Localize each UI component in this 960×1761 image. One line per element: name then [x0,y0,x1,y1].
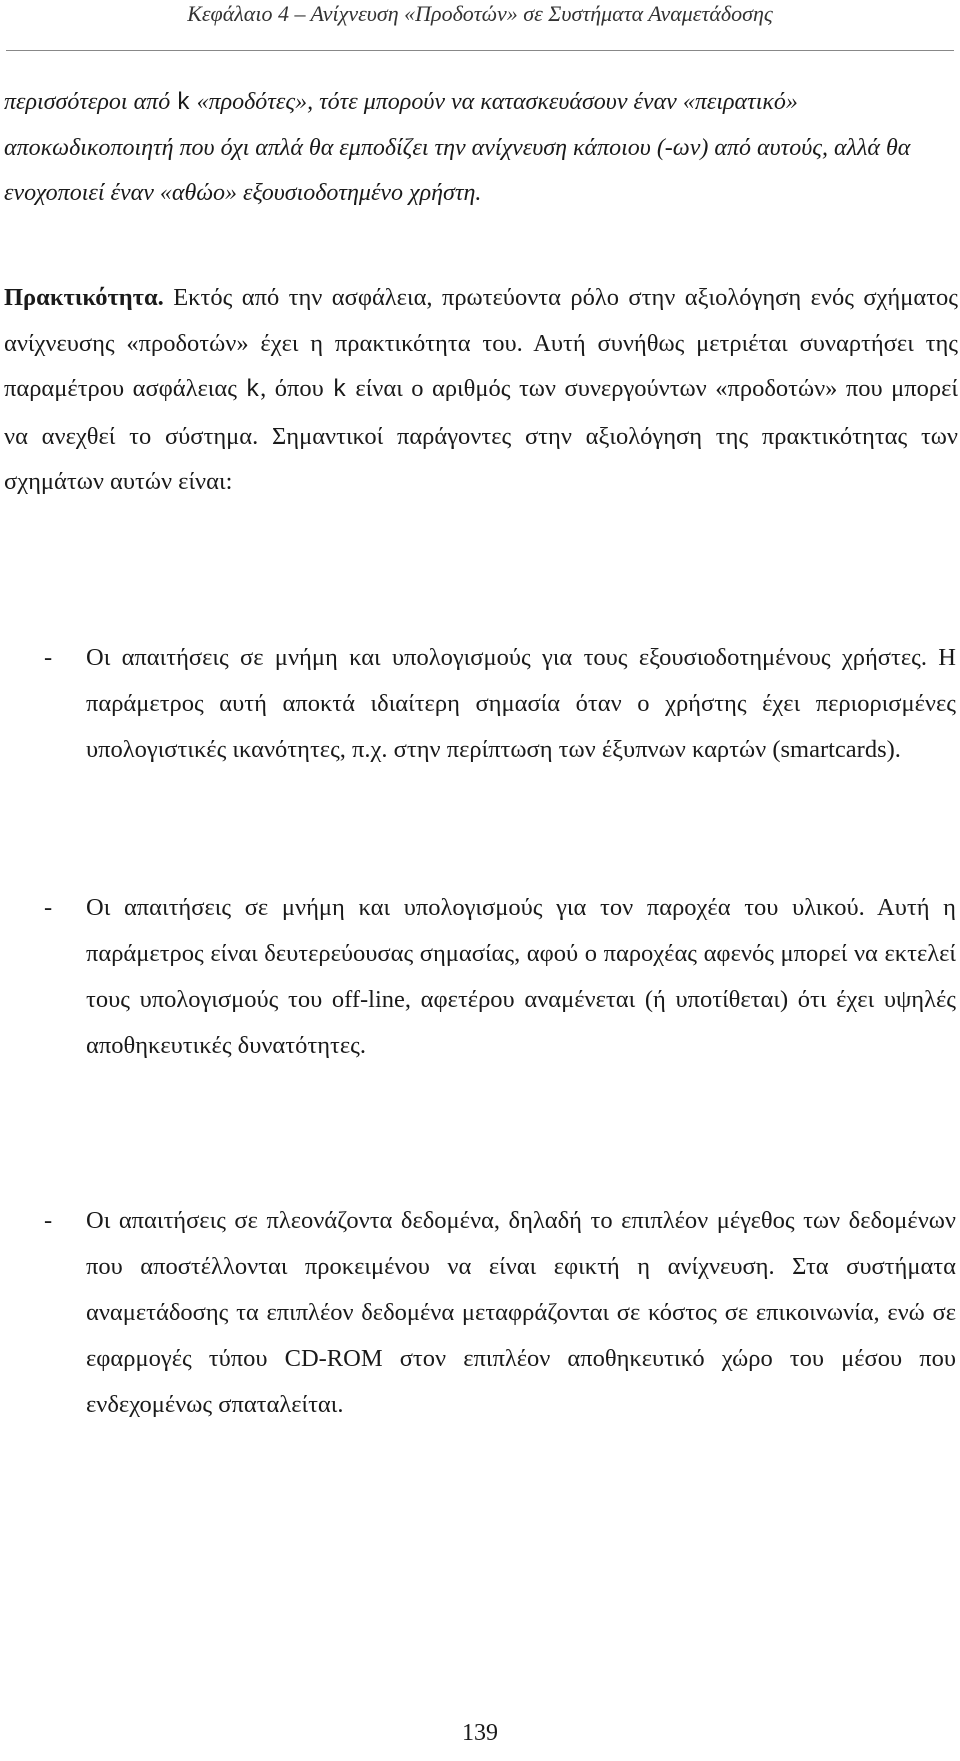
intro-paragraph [4,80,954,216]
page-number: 139 [462,1720,498,1746]
intro-text-2: «προδότες», τότε μπορούν να κατασκευάσουν έναν «πειρατικό» αποκωδικοποιητή που όχι απλά θα εμποδίζει την ανίχνευση κάποιου (-ων) από αυτούς, αλλά θα ενοχοποιεί έναν «αθώο» εξουσιοδοτημένο χρήστη. [4,89,911,206]
list-item-text: Οι απαιτήσεις σε μνήμη και υπολογισμούς για τους εξουσιοδοτημένους χρήστες. Η παράμετρος αυτή αποκτά ιδιαίτερη σημασία όταν ο χρήστης έχει περιορισμένες υπολογιστικές ικανότητες, π.χ. στην περίπτωση των έξυπνων καρτών (smartcards). [86,644,956,763]
running-header: Κεφάλαιο 4 – Ανίχνευση «Προδοτών» σε Συστήματα Αναμετάδοσης [187,1,773,26]
list-item-text: Οι απαιτήσεις σε μνήμη και υπολογισμούς για τον παροχέα του υλικού. Αυτή η παράμετρος είναι δευτερεύουσας σημασίας, αφού ο παροχέας αφενός μπορεί να εκτελεί τους υπολογισμούς του off-line, αφετέρου αναμένεται (ή υποτίθεται) ότι έχει υψηλές αποθηκευτικές δυνατότητες. [86,894,956,1059]
bullet-dash: - [44,1207,53,1234]
header-divider [6,50,954,51]
variable-k: k [332,377,347,404]
variable-k: k [176,90,191,117]
paragraph-text-3: είναι ο αριθμός των συνεργούντων «προδοτών» που μπορεί να ανεχθεί το σύστημα. Σημαντικοί παράγοντες στην αξιολόγηση της πρακτικότητας των σχημάτων αυτών είναι: [4,375,958,495]
bullet-dash: - [44,894,53,921]
intro-text-1: περισσότεροι από [4,89,177,115]
bullet-dash: - [44,644,53,671]
paragraph-text-2: , όπου [260,375,333,402]
section-heading: Πρακτικότητα. [4,284,164,311]
variable-k: k [245,377,261,404]
practicality-paragraph [4,275,958,505]
list-item-text: Οι απαιτήσεις σε πλεονάζοντα δεδομένα, δηλαδή το επιπλέον μέγεθος των δεδομένων που αποστέλλονται προκειμένου να είναι εφικτή η ανίχνευση. Στα συστήματα αναμετάδοσης τα επιπλέον δεδομένα μεταφράζονται σε κόστος σε επικοινωνία, ενώ σε εφαρμογές τύπου CD-ROM στον επιπλέον αποθηκευτικό χώρο του μέσου που ενδεχομένως σπαταλείται. [86,1207,956,1418]
paragraph-text-1: Εκτός από την ασφάλεια, πρωτεύοντα ρόλο στην αξιολόγηση ενός σχήματος ανίχνευσης «προδοτών» έχει η πρακτικότητα του. Αυτή συνήθως μετριέται συναρτήσει της παραμέτρου ασφάλειας [4,284,958,402]
